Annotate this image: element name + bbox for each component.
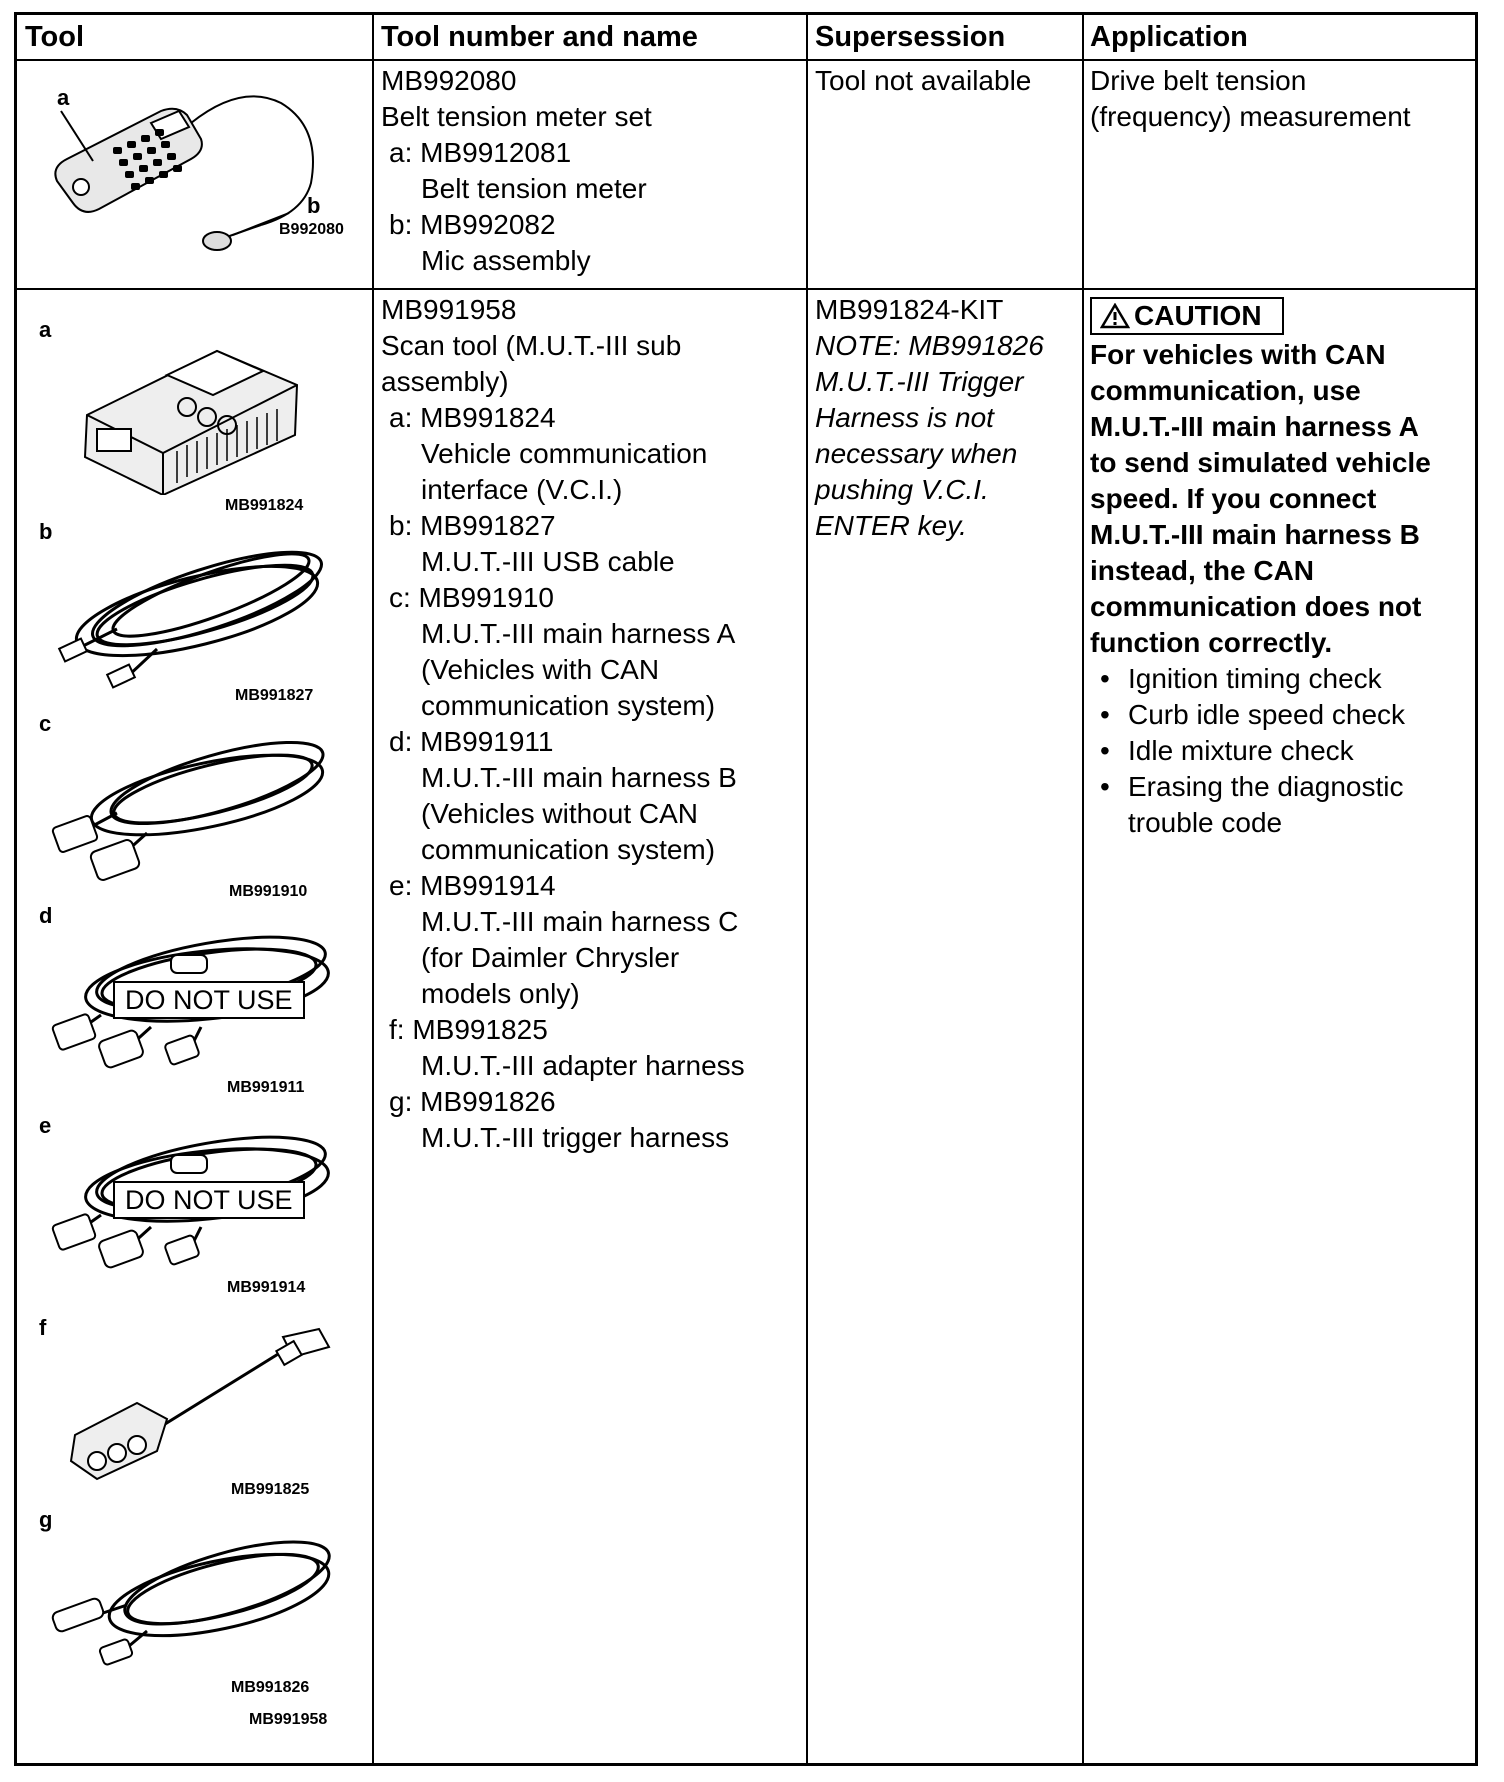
part-label: f: MB991825 [389, 1014, 548, 1045]
vci-drawing [67, 325, 307, 495]
part-desc: M.U.T.-III adapter harness [421, 1050, 745, 1081]
part-desc: M.U.T.-III main harness C [421, 906, 739, 937]
caution-badge [1090, 297, 1284, 335]
application-line: Drive belt tension [1090, 65, 1307, 96]
header-application: Application [1090, 21, 1248, 53]
part-desc: (Vehicles without CAN [421, 798, 699, 829]
tool-name: assembly) [381, 366, 509, 397]
row2-application [1090, 297, 1431, 841]
illustration-letter: g [39, 1507, 53, 1532]
note-line: NOTE: MB991826 [815, 330, 1044, 361]
row1-application [1090, 63, 1411, 135]
trigger-harness-drawing [47, 1515, 347, 1675]
illustration-letter-b: b [307, 193, 321, 218]
part-label: c: MB991910 [389, 582, 554, 613]
note-line: pushing V.C.I. [815, 474, 989, 505]
adapter-harness-drawing [57, 1311, 357, 1481]
application-item: • Ignition timing check [1090, 661, 1431, 697]
set-code: MB991958 [249, 1711, 328, 1728]
caution-text-line: M.U.T.-III main harness A [1090, 411, 1419, 442]
part-label: a: MB991824 [389, 402, 556, 433]
caution-text-line: communication does not [1090, 591, 1422, 622]
illustration-letter: d [39, 903, 53, 928]
part-label: b: MB991827 [389, 510, 556, 541]
header-tool-number-and-name: Tool number and name [381, 21, 698, 53]
part-desc: (Vehicles with CAN [421, 654, 660, 685]
part-desc: M.U.T.-III USB cable [421, 546, 675, 577]
part-desc: M.U.T.-III trigger harness [421, 1122, 730, 1153]
illustration-code: MB991826 [231, 1679, 310, 1696]
illustration-letter-a: a [57, 85, 70, 110]
column-divider [372, 15, 374, 1763]
illustration-code: MB991824 [225, 497, 304, 514]
illustration-letter: c [39, 711, 52, 736]
column-divider [1082, 15, 1084, 1763]
caution-text-line: communication, use [1090, 375, 1361, 406]
column-divider [806, 15, 808, 1763]
part-desc: models only) [421, 978, 580, 1009]
part-desc: Belt tension meter [421, 173, 647, 204]
note-line: Harness is not [815, 402, 994, 433]
illustration-code: MB991825 [231, 1481, 310, 1498]
part-desc: communication system) [421, 690, 716, 721]
part-desc: Mic assembly [421, 245, 591, 276]
application-line: (frequency) measurement [1090, 101, 1411, 132]
part-label: b: MB992082 [389, 209, 556, 240]
header-divider [17, 59, 1475, 61]
supersession-value: Tool not available [815, 65, 1032, 96]
belt-tension-meter-drawing [21, 63, 361, 283]
tool-name: Belt tension meter set [381, 101, 652, 132]
usb-cable-drawing [47, 529, 337, 689]
tool-number: MB991958 [381, 294, 517, 325]
caution-text-line: speed. If you connect [1090, 483, 1377, 514]
caution-text-line: For vehicles with CAN [1090, 339, 1386, 370]
part-desc: communication system) [421, 834, 716, 865]
caution-text-line: function correctly. [1090, 627, 1333, 658]
illustration-letter: b [39, 519, 53, 544]
part-label: a: MB9912081 [389, 137, 572, 168]
row2-supersession [815, 292, 1044, 544]
application-list [1090, 661, 1431, 841]
tool-number: MB992080 [381, 65, 517, 96]
application-item-line: • Erasing the diagnostic [1128, 771, 1404, 802]
row1-tool-number-and-name [381, 63, 652, 279]
part-desc: interface (V.C.I.) [421, 474, 623, 505]
application-item: • Idle mixture check [1090, 733, 1431, 769]
tool-name: Scan tool (M.U.T.-III sub [381, 330, 682, 361]
row1-supersession [815, 63, 1031, 99]
special-tools-table [14, 12, 1478, 1766]
illustration-code: MB991910 [229, 883, 308, 900]
caution-label: CAUTION [1134, 300, 1262, 331]
application-item: • Curb idle speed check [1090, 697, 1431, 733]
illustration-code: B992080 [279, 221, 344, 238]
header-supersession: Supersession [815, 21, 1006, 53]
row-divider [17, 288, 1475, 290]
caution-text-line: instead, the CAN [1090, 555, 1315, 586]
illustration-letter: f [39, 1315, 47, 1340]
part-label: d: MB991911 [389, 726, 554, 757]
do-not-use-label: DO NOT USE [113, 1181, 305, 1219]
part-label: e: MB991914 [389, 870, 556, 901]
caution-text-line: to send simulated vehicle [1090, 447, 1431, 478]
header-tool: Tool [25, 21, 85, 53]
part-desc: M.U.T.-III main harness B [421, 762, 737, 793]
part-label: g: MB991826 [389, 1086, 556, 1117]
note-line: necessary when [815, 438, 1018, 469]
supersession-value: MB991824-KIT [815, 294, 1004, 325]
row2-tool-number-and-name [381, 292, 745, 1156]
application-item-line: trouble code [1128, 807, 1283, 838]
illustration-code: MB991911 [227, 1079, 305, 1096]
caution-text-line: M.U.T.-III main harness B [1090, 519, 1420, 550]
warning-triangle-icon [1100, 303, 1130, 329]
part-desc: Vehicle communication [421, 438, 708, 469]
illustration-letter: a [39, 317, 52, 342]
note-line: M.U.T.-III Trigger [815, 366, 1024, 397]
do-not-use-label: DO NOT USE [113, 981, 305, 1019]
note-line: ENTER key. [815, 510, 967, 541]
illustration-code: MB991827 [235, 687, 314, 704]
part-desc: (for Daimler Chrysler [421, 942, 680, 973]
part-desc: M.U.T.-III main harness A [421, 618, 736, 649]
main-harness-a-drawing [47, 723, 337, 883]
illustration-letter: e [39, 1113, 52, 1138]
illustration-code: MB991914 [227, 1279, 306, 1296]
application-item [1090, 769, 1431, 841]
